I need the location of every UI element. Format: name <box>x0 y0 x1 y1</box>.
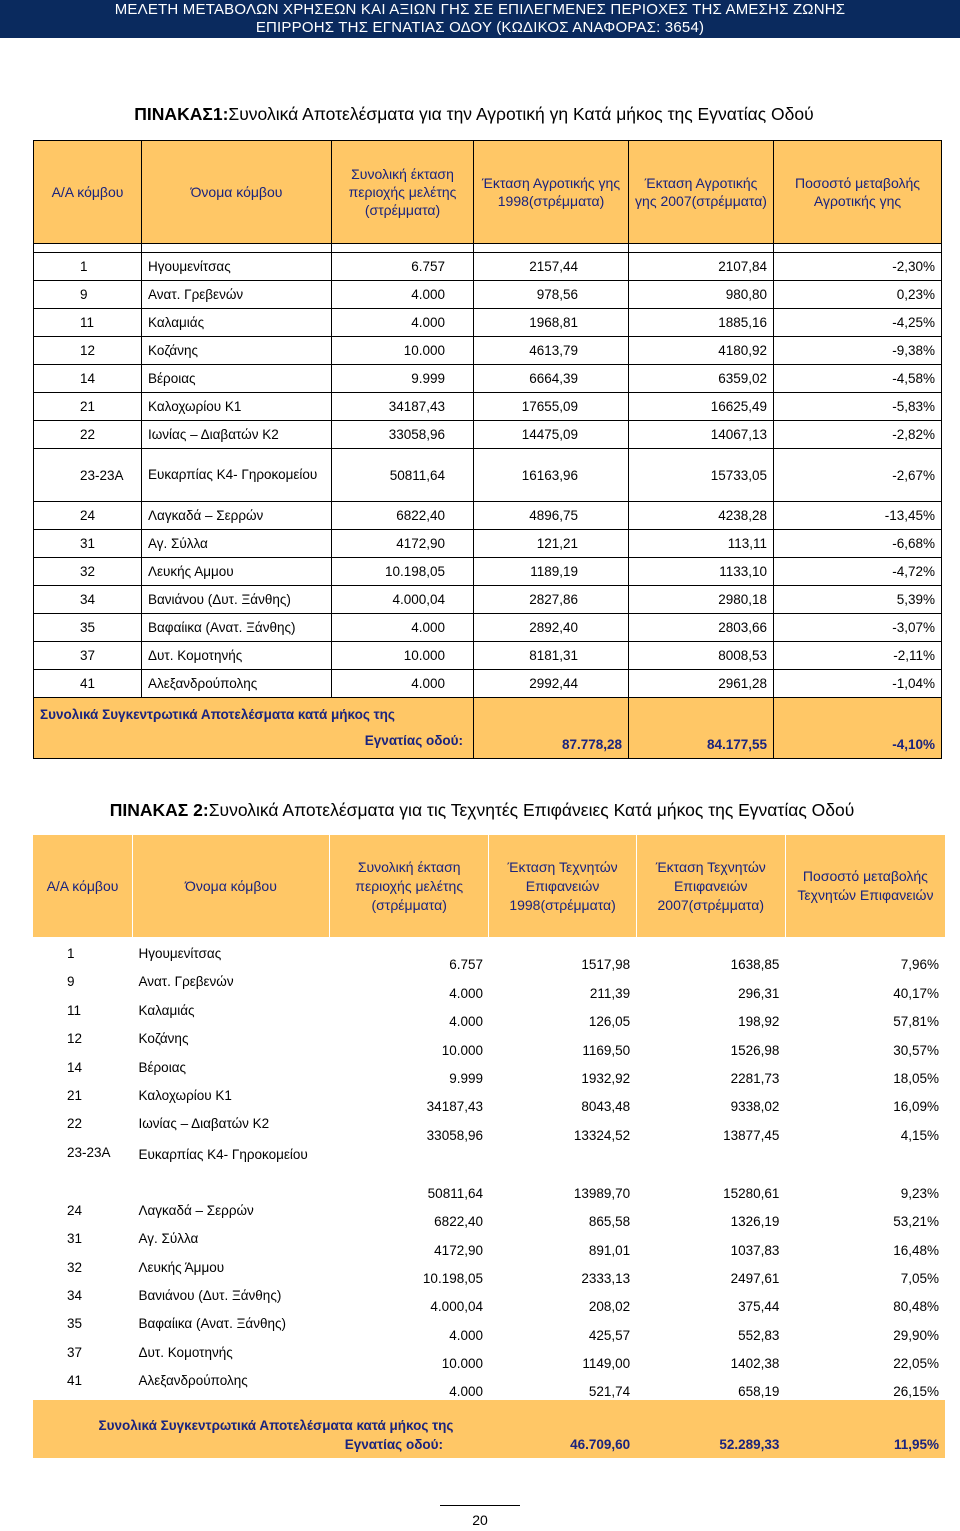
table2-cell: 41 <box>67 1373 83 1389</box>
table2-cell: Αλεξανδρούπολης <box>138 1373 248 1389</box>
table2-cell: 9 <box>67 974 75 990</box>
table1-cell: 11 <box>34 309 142 337</box>
table2-row <box>33 1315 945 1343</box>
table1-cell: Βαφαίικα (Ανατ. Ξάνθης) <box>142 614 332 642</box>
table2-total-1998: 46.709,60 <box>489 1400 636 1458</box>
table1-title-label: ΠΙΝΑΚΑΣ1: <box>134 104 229 124</box>
table2-header-cell: Συνολική έκταση περιοχής μελέτης (στρέμματα) <box>329 835 489 937</box>
table1-cell: 4.000 <box>332 309 474 337</box>
table1-total-2007: 84.177,55 <box>629 698 774 759</box>
table2-cell: 4172,90 <box>434 1242 483 1258</box>
table2-row <box>33 1115 945 1143</box>
table1-cell: 2157,44 <box>474 253 629 281</box>
table2-cell: 9338,02 <box>730 1099 780 1115</box>
table1-cell: Κοζάνης <box>142 337 332 365</box>
table2-row <box>33 1087 945 1115</box>
table1-cell: 2980,18 <box>629 586 774 614</box>
table1-cell: 31 <box>34 530 142 558</box>
table1-cell: 10.000 <box>332 337 474 365</box>
table2-cell: 891,01 <box>588 1242 631 1258</box>
table2-cell: Κοζάνης <box>138 1031 189 1047</box>
table2-row <box>33 1344 945 1372</box>
table2-cell: 1402,38 <box>730 1356 780 1372</box>
table1-row <box>34 281 942 309</box>
table2-total-label <box>33 1400 489 1458</box>
table1-cell: Λευκής Αμμου <box>142 558 332 586</box>
table2-cell: Ηγουμενίτσας <box>138 946 222 961</box>
table1-cell: 978,56 <box>474 281 629 309</box>
table2-cell: 521,74 <box>588 1384 631 1400</box>
table2-cell: 7,96% <box>900 957 939 973</box>
table2-row <box>33 1059 945 1087</box>
table1-cell: 32 <box>34 558 142 586</box>
table2-cell: 1526,98 <box>730 1042 780 1058</box>
table1-total-row <box>34 698 942 759</box>
table1-title-text: Συνολικά Αποτελέσματα για την Αγροτική γη Κατά μήκος της Εγνατίας Οδού <box>228 104 814 124</box>
table2-cell: 2497,61 <box>730 1270 780 1286</box>
table1-row <box>34 642 942 670</box>
page-header-line-2: ΕΠΙΡΡΟΗΣ ΤΗΣ ΕΓΝΑΤΙΑΣ ΟΔΟΥ (ΚΩΔΙΚΟΣ ΑΝΑΦΟΡΑΣ: 3654) <box>255 19 705 36</box>
table1-cell: 2803,66 <box>629 614 774 642</box>
table2-cell: 21 <box>67 1087 83 1103</box>
table1-cell: 2892,40 <box>474 614 629 642</box>
table1-cell: Καλοχωρίου Κ1 <box>142 393 332 421</box>
table2-cell: 865,58 <box>588 1214 631 1230</box>
table2-header-cell: Α/Α κόμβου <box>33 835 132 937</box>
table1-cell: -6,68% <box>774 530 942 558</box>
table1-cell: 41 <box>34 670 142 698</box>
table1-total-label <box>34 698 474 759</box>
table2-cell: 1 <box>67 946 75 961</box>
table1-cell: -4,25% <box>774 309 942 337</box>
table2-cell: 1932,92 <box>581 1070 631 1086</box>
table1-cell: 113,11 <box>629 530 774 558</box>
table1-row <box>34 421 942 449</box>
table2-cell: 4.000 <box>449 1384 483 1400</box>
table1-cell: Ευκαρπίας Κ4- Γηροκομείου <box>142 449 332 502</box>
table1-cell: -5,83% <box>774 393 942 421</box>
table2-cell: 4.000 <box>449 1014 483 1030</box>
table1-cell: 22 <box>34 421 142 449</box>
table2-cell: 552,83 <box>738 1327 780 1343</box>
table1-cell: 4.000 <box>332 670 474 698</box>
table1-cell: 14 <box>34 365 142 393</box>
table2-cell: Βέροιας <box>138 1059 187 1075</box>
table1-total-label-line2: Εγνατίας οδού: <box>364 733 463 748</box>
table1-cell: 8181,31 <box>474 642 629 670</box>
table2-cell: 1037,83 <box>730 1242 780 1258</box>
table2-cell: 53,21% <box>893 1214 939 1230</box>
table2-cell: Καλαμιάς <box>138 1002 195 1018</box>
table1-total-pct: -4,10% <box>774 698 942 759</box>
table1-cell: -1,04% <box>774 670 942 698</box>
table2-cell: Βανιάνου (Δυτ. Ξάνθης) <box>138 1287 282 1303</box>
table1-cell: 37 <box>34 642 142 670</box>
table1-cell: 9.999 <box>332 365 474 393</box>
table2-cell: 40,17% <box>893 985 939 1001</box>
table2-cell: 13877,45 <box>723 1127 780 1143</box>
table1-cell: 6.757 <box>332 253 474 281</box>
table2-header-cell: Όνομα κόμβου <box>132 835 329 937</box>
table1-cell: 1968,81 <box>474 309 629 337</box>
table1-cell: 14067,13 <box>629 421 774 449</box>
table2-row <box>33 1287 945 1315</box>
table2-header-row <box>33 835 945 937</box>
table1-header-cell: Α/Α κόμβου <box>34 141 142 244</box>
table2-cell: 9,23% <box>900 1185 939 1201</box>
table1-cell: -2,11% <box>774 642 942 670</box>
table2-cell: 31 <box>67 1231 83 1247</box>
table1-cell: 16625,49 <box>629 393 774 421</box>
table2-cell: 16,48% <box>893 1242 939 1258</box>
table2-cell: 16,09% <box>893 1099 939 1115</box>
table2-cell: 18,05% <box>893 1070 939 1086</box>
table2-cell: 13989,70 <box>573 1185 631 1201</box>
table2-total-row <box>33 1400 945 1458</box>
table2-cell: 12 <box>67 1031 83 1047</box>
table1-cell: -9,38% <box>774 337 942 365</box>
table1-header-row <box>34 141 942 244</box>
table2-cell: 29,90% <box>893 1327 939 1343</box>
table2-cell: 33058,96 <box>426 1127 483 1143</box>
table1-cell: 4.000 <box>332 614 474 642</box>
table2-spacer-row <box>33 937 945 945</box>
table2-cell: 57,81% <box>893 1014 939 1030</box>
table1-total-1998: 87.778,28 <box>474 698 629 759</box>
table2-cell: 4.000 <box>449 1327 483 1343</box>
table1-cell: 4.000 <box>332 281 474 309</box>
table2-cell: 24 <box>67 1202 83 1218</box>
table1-cell: 1133,10 <box>629 558 774 586</box>
table1-header-cell: Συνολική έκταση περιοχής μελέτης (στρέμματα) <box>332 141 474 244</box>
table1-cell: 1 <box>34 253 142 281</box>
table2-cell: 8043,48 <box>581 1099 631 1115</box>
table2-cell: 32 <box>67 1259 83 1275</box>
table2-cell: 50811,64 <box>427 1185 483 1201</box>
table1-cell: 33058,96 <box>332 421 474 449</box>
table2-total-2007: 52.289,33 <box>636 1400 785 1458</box>
table1-cell: 6822,40 <box>332 502 474 530</box>
table1-row <box>34 449 942 502</box>
table1-cell: 10.000 <box>332 642 474 670</box>
table2-cell: 13324,52 <box>573 1127 631 1143</box>
table2-cell: Καλοχωρίου Κ1 <box>138 1087 232 1103</box>
table1-cell: 10.198,05 <box>332 558 474 586</box>
table1-row <box>34 558 942 586</box>
table2-total-label-line1: Συνολικά Συγκεντρωτικά Αποτελέσματα κατά μήκος της <box>98 1418 454 1434</box>
table2-cell: 15280,61 <box>723 1185 780 1201</box>
table2-cell: 34 <box>67 1287 83 1303</box>
table1-cell: 6359,02 <box>629 365 774 393</box>
table2-header-cell: Έκταση Τεχνητών Επιφανειών 1998(στρέμματα) <box>489 835 636 937</box>
table2-cell: 658,19 <box>738 1384 780 1400</box>
table2-total-pct: 11,95% <box>785 1400 945 1458</box>
table2-cell: 9.999 <box>449 1070 483 1086</box>
table1-cell: 6664,39 <box>474 365 629 393</box>
table1-title <box>0 104 954 125</box>
table1-row <box>34 614 942 642</box>
table1-total-label-line1: Συνολικά Συγκεντρωτικά Αποτελέσματα κατά μήκος της <box>40 707 395 722</box>
table2-cell: 6822,40 <box>434 1214 483 1230</box>
table1-cell: 2992,44 <box>474 670 629 698</box>
table1-cell: 4172,90 <box>332 530 474 558</box>
table1-cell: Δυτ. Κομοτηνής <box>142 642 332 670</box>
table2-cell: 34187,43 <box>426 1099 483 1115</box>
table1-cell: -2,30% <box>774 253 942 281</box>
table2-row <box>33 1259 945 1287</box>
table2-cell: 10.000 <box>441 1042 483 1058</box>
table2-cell: 6.757 <box>449 957 483 973</box>
table2-body <box>33 835 945 1458</box>
table1-row <box>34 309 942 337</box>
table2-cell: 296,31 <box>738 985 780 1001</box>
table1-cell: 24 <box>34 502 142 530</box>
table2-cell: Λευκής Άμμου <box>138 1259 225 1275</box>
table2-title <box>2 800 960 821</box>
table1-spacer-row <box>34 244 942 253</box>
table1-cell: 16163,96 <box>474 449 629 502</box>
table2-header-cell: Έκταση Τεχνητών Επιφανειών 2007(στρέμματα) <box>636 835 785 937</box>
table1-cell: Ηγουμενίτσας <box>142 253 332 281</box>
table1-cell: Αγ. Σύλλα <box>142 530 332 558</box>
table2 <box>33 835 945 1458</box>
table2-row <box>33 1144 945 1202</box>
table1-cell: 2827,86 <box>474 586 629 614</box>
table1-cell: -4,72% <box>774 558 942 586</box>
table2-row <box>33 1202 945 1230</box>
table1-cell: 35 <box>34 614 142 642</box>
table2-cell: 4.000,04 <box>430 1299 483 1315</box>
table2-cell: 2333,13 <box>581 1270 631 1286</box>
table1-cell: -2,82% <box>774 421 942 449</box>
table1-cell: 4896,75 <box>474 502 629 530</box>
table1-row <box>34 393 942 421</box>
table1-cell: 50811,64 <box>332 449 474 502</box>
table2-cell: 425,57 <box>588 1327 631 1343</box>
table2-row <box>33 945 945 973</box>
table1-header-cell: Έκταση Αγροτικής γης 2007(στρέμματα) <box>629 141 774 244</box>
table2-cell: Αγ. Σύλλα <box>138 1231 199 1247</box>
table1-cell: -13,45% <box>774 502 942 530</box>
table1-cell: 8008,53 <box>629 642 774 670</box>
table1-cell: 12 <box>34 337 142 365</box>
table1-header-cell: Όνομα κόμβου <box>142 141 332 244</box>
table2-cell: Βαφαίικα (Ανατ. Ξάνθης) <box>138 1316 286 1332</box>
table2-cell: 7,05% <box>900 1270 939 1286</box>
table2-cell: Ιωνίας – Διαβατών Κ2 <box>138 1116 270 1132</box>
table2-total-label-line2: Εγνατίας οδού: <box>344 1437 443 1453</box>
table2-cell: 375,44 <box>738 1299 780 1315</box>
table2-header-cell: Ποσοστό μεταβολής Τεχνητών Επιφανειών <box>785 835 945 937</box>
table2-title-label: ΠΙΝΑΚΑΣ 2: <box>109 800 209 820</box>
table2-row <box>33 1372 945 1400</box>
table2-cell: 23-23Α <box>67 1144 111 1160</box>
table2-row <box>33 1030 945 1058</box>
table2-cell: 10.198,05 <box>422 1270 483 1286</box>
table2-row <box>33 973 945 1001</box>
table1-body <box>34 141 942 759</box>
table1-row <box>34 253 942 281</box>
table1-cell: Λαγκαδά – Σερρών <box>142 502 332 530</box>
table1-cell: 9 <box>34 281 142 309</box>
table2-row <box>33 1002 945 1030</box>
table1-row <box>34 502 942 530</box>
table1-cell: Βέροιας <box>142 365 332 393</box>
table2-cell: 14 <box>67 1059 83 1075</box>
table1-cell: 0,23% <box>774 281 942 309</box>
table1-cell: 17655,09 <box>474 393 629 421</box>
table1-cell: Ιωνίας – Διαβατών Κ2 <box>142 421 332 449</box>
table1-row <box>34 670 942 698</box>
table2-cell: 211,39 <box>589 985 631 1001</box>
table2-cell: 11 <box>67 1002 82 1018</box>
table1-row <box>34 365 942 393</box>
table1-cell: Καλαμιάς <box>142 309 332 337</box>
table2-cell: Λαγκαδά – Σερρών <box>138 1202 254 1218</box>
table2-cell: Ανατ. Γρεβενών <box>138 974 234 990</box>
table1-cell: 4613,79 <box>474 337 629 365</box>
table1-header-cell: Έκταση Αγροτικής γης 1998(στρέμματα) <box>474 141 629 244</box>
table2-cell: 80,48% <box>893 1299 939 1315</box>
table2-cell: Δυτ. Κομοτηνής <box>138 1344 233 1360</box>
table2-cell: 1169,50 <box>582 1042 631 1058</box>
table2-cell: 35 <box>67 1316 83 1332</box>
table2-cell: 208,02 <box>588 1299 631 1315</box>
table2-cell: 30,57% <box>893 1042 939 1058</box>
table2-cell: 4,15% <box>900 1127 939 1143</box>
table1-cell: -2,67% <box>774 449 942 502</box>
table2-cell: Ευκαρπίας Κ4- Γηροκομείου <box>138 1146 308 1162</box>
table1-cell: 34 <box>34 586 142 614</box>
table1-row <box>34 586 942 614</box>
table2-cell: 22 <box>67 1116 83 1132</box>
table2-cell: 37 <box>67 1344 83 1360</box>
table1-cell: 1189,19 <box>474 558 629 586</box>
table1-cell: -3,07% <box>774 614 942 642</box>
table1-cell: -4,58% <box>774 365 942 393</box>
table2-cell: 10.000 <box>441 1356 483 1372</box>
table1-cell: 21 <box>34 393 142 421</box>
table1-cell: 2961,28 <box>629 670 774 698</box>
table1-cell: 23-23Α <box>34 449 142 502</box>
table2-cell: 1326,19 <box>730 1214 780 1230</box>
table1-cell: 1885,16 <box>629 309 774 337</box>
table1-cell: 5,39% <box>774 586 942 614</box>
table1-cell: 121,21 <box>474 530 629 558</box>
table2-row <box>33 1230 945 1258</box>
table2-cell: 126,05 <box>588 1014 631 1030</box>
footer-rule <box>440 1505 520 1506</box>
table1-row <box>34 337 942 365</box>
table2-cell: 2281,73 <box>730 1070 780 1086</box>
table1-cell: Ανατ. Γρεβενών <box>142 281 332 309</box>
table1-cell: 34187,43 <box>332 393 474 421</box>
table2-cell: 1517,98 <box>581 957 631 973</box>
table1-cell: 15733,05 <box>629 449 774 502</box>
table2-cell: 1149,00 <box>582 1356 631 1372</box>
table2-cell: 22,05% <box>893 1356 939 1372</box>
table1-cell: 2107,84 <box>629 253 774 281</box>
table1-header-cell: Ποσοστό μεταβολής Αγροτικής γης <box>774 141 942 244</box>
table1-cell: 980,80 <box>629 281 774 309</box>
table1-cell: 4180,92 <box>629 337 774 365</box>
page-header-line-1: ΜΕΛΕΤΗ ΜΕΤΑΒΟΛΩΝ ΧΡΗΣΕΩΝ ΚΑΙ ΑΞΙΩΝ ΓΗΣ ΣΕ ΕΠΙΛΕΓΜΕΝΕΣ ΠΕΡΙΟΧΕΣ ΤΗΣ ΑΜΕΣΗΣ ΖΩΝΗΣ <box>114 1 846 18</box>
table2-title-text: Συνολικά Αποτελέσματα για τις Τεχνητές Επιφάνειες Κατά μήκος της Εγνατίας Οδού <box>208 800 855 820</box>
table1-cell: 4.000,04 <box>332 586 474 614</box>
table1-row <box>34 530 942 558</box>
table1-cell: Αλεξανδρούπολης <box>142 670 332 698</box>
table1-cell: 14475,09 <box>474 421 629 449</box>
table1-cell: 4238,28 <box>629 502 774 530</box>
table1 <box>33 140 942 759</box>
table2-cell: 26,15% <box>893 1384 939 1400</box>
table2-cell: 4.000 <box>449 985 483 1001</box>
table1-cell: Βανιάνου (Δυτ. Ξάνθης) <box>142 586 332 614</box>
table2-cell: 198,92 <box>738 1014 780 1030</box>
table2-cell: 1638,85 <box>730 957 780 973</box>
page-number: 20 <box>472 1512 488 1528</box>
